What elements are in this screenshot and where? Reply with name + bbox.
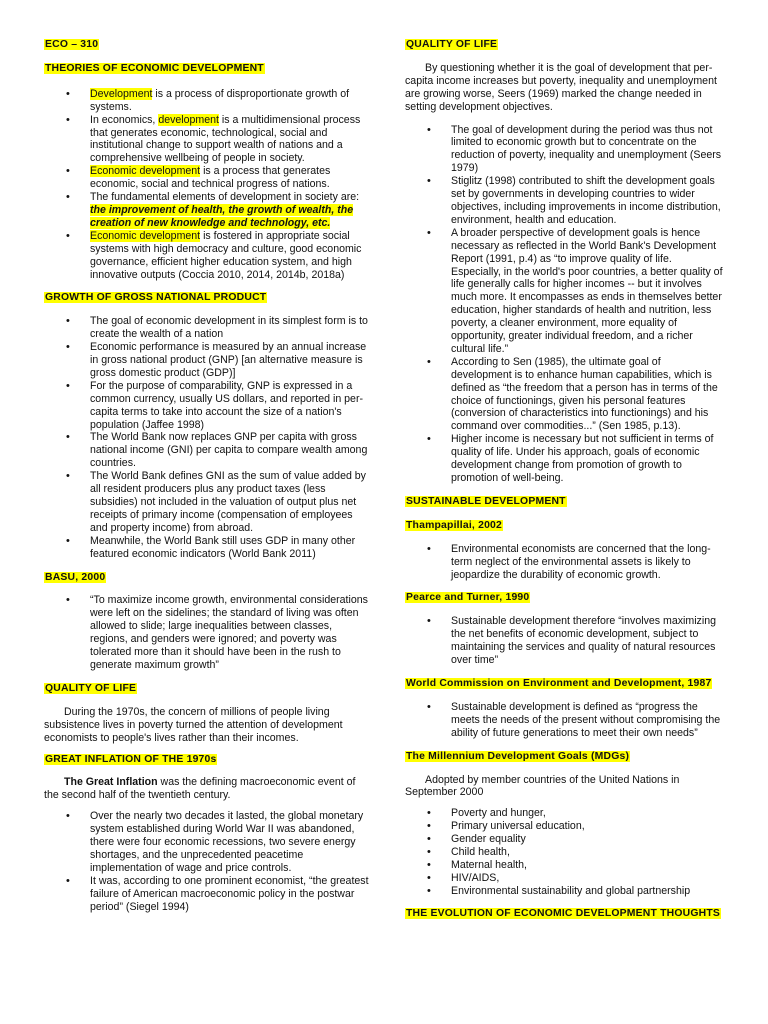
right-column [405,38,723,931]
list-item: • The goal of development during the period was thus not limited to economic growth but to concentrate on the reduction of poverty, inequality and unemployment (Seers 1979) [405,124,723,176]
basu-heading: BASU, 2000 [45,571,106,583]
mdg-heading: The Millennium Development Goals (MDGs) [406,750,630,762]
list-item: • Environmental sustainability and global partnership [405,885,723,898]
basu-list [44,594,370,671]
list-item: • Sustainable development therefore “involves maximizing the net benefits of economic development, subject to maintaining the services and quality of natural resources over time” [405,615,723,667]
list-item: • Stiglitz (1998) contributed to shift the development goals set by governments in developing countries to wider objectives, including improvements in income distribution, environment, health and education. [405,175,723,227]
list-item: • It was, according to one prominent economist, “the greatest failure of American macroeconomic policy in the postwar period” (Siegel 1994) [44,875,370,914]
list-item: • Primary universal education, [405,820,723,833]
list-item: • According to Sen (1985), the ultimate goal of development is to enhance human capabilities, which is defined as “the freedom that a person has in terms of the choice of functionings, given his personal features (conversion of characteristics into functionings) and his command over commodities...” (Sen 1985, p.13). [405,356,723,433]
list-item: • Higher income is necessary but not sufficient in terms of quality of life. Under his approach, goals of economic development change from promotion of growth to promotion of well-being. [405,433,723,485]
evolution-heading: THE EVOLUTION OF ECONOMIC DEVELOPMENT THOUGHTS [406,907,720,919]
qol-list [405,124,723,485]
list-item: • In economics, development is a multidimensional process that generates economic, technological, social and institutional change to support wealth of nations and a comprehensive wellbeing of people in society. [44,114,370,166]
great-inflation-heading: GREAT INFLATION OF THE 1970s [45,753,217,765]
theories-heading: THEORIES OF ECONOMIC DEVELOPMENT [45,62,264,74]
quality-of-life-paragraph-right: By questioning whether it is the goal of development that per-capita income increases but poverty, inequality and unemployment are growing worse, Seers (1969) marked the change needed in setting development objectives. [405,61,717,113]
list-item: • Development is a process of disproportionate growth of systems. [44,88,370,114]
pearce-list [405,615,723,667]
list-item: • A broader perspective of development goals is hence necessary as reflected in the World Bank's Development Report (1991, p.4) as “to improve quality of life. Especially, in the world's poor countries, a better quality of life generally calls for higher incomes -- but it involves much more. It encompasses as ends in themselves better education, higher standards of health and nutrition, less poverty, a cleaner environment, more equality of opportunity, greater individual freedom, and a richer cultural life.” [405,227,723,356]
list-item: • Child health, [405,846,723,859]
quality-of-life-heading: QUALITY OF LIFE [45,682,137,694]
list-item: • HIV/AIDS, [405,872,723,885]
list-item: • Maternal health, [405,859,723,872]
list-item: • Economic development is fostered in appropriate social systems with high democracy and culture, good economic governance, efficient higher education system, and high innovative outputs (Coccia 2010, 2014, 2014b, 2018a) [44,230,370,282]
list-item: • Over the nearly two decades it lasted, the global monetary system established during World War II was abandoned, there were four economic recessions, two severe energy shortages, and the unprecedented peacetime implementation of wage and price controls. [44,810,370,875]
thampapillai-heading: Thampapillai, 2002 [406,519,502,531]
list-item: • Environmental economists are concerned that the long-term neglect of the environmental assets is likely to jeopardize the durability of economic growth. [405,543,723,582]
great-inflation-paragraph: The Great Inflation was the defining macroeconomic event of the second half of the twentieth century. [44,776,356,802]
list-item: • Economic performance is measured by an annual increase in gross national product (GNP) [an alternative measure is gross domestic product (GDP)] [44,341,370,380]
list-item: • “To maximize income growth, environmental considerations were left on the sidelines; the standard of living was often allowed to slide; large inequalities between classes, regions, and genders were ignored; and poverty was tolerated more than it should have been in the rush to generate maximum growth” [44,594,370,671]
list-item: • The fundamental elements of development in society are: the improvement of health, the growth of wealth, the creation of new knowledge and technology, etc. [44,191,370,230]
wced-list [405,701,723,740]
list-item: • Poverty and hunger, [405,807,723,820]
list-item: • Meanwhile, the World Bank still uses GDP in many other featured economic indicators (World Bank 2011) [44,535,370,561]
quality-of-life-heading-right: QUALITY OF LIFE [406,39,498,50]
list-item: • Sustainable development is defined as “progress the meets the needs of the present without compromising the ability of future generations to meet their own needs” [405,701,723,740]
gnp-heading: GROWTH OF GROSS NATIONAL PRODUCT [45,292,267,304]
gnp-list [44,315,370,560]
list-item: • For the purpose of comparability, GNP is expressed in a common currency, usually US dollars, and reported in per-capita terms to take into account the size of a nation's population (Jaffee 1998) [44,380,370,432]
left-column [44,38,370,913]
course-code: ECO – 310 [45,39,99,50]
list-item: • Gender equality [405,833,723,846]
pearce-turner-heading: Pearce and Turner, 1990 [406,592,530,604]
mdg-list [405,807,723,897]
list-item: • The goal of economic development in its simplest form is to create the wealth of a nation [44,315,370,341]
quality-of-life-paragraph: During the 1970s, the concern of millions of people living subsistence lives in poverty turned the attention of development economists to people's lives rather than their incomes. [44,705,343,744]
thampapillai-list [405,543,723,582]
list-item: • The World Bank defines GNI as the sum of value added by all resident producers plus any product taxes (less subsidies) not included in the valuation of output plus net receipts of primary income (compensation of employees and property income) from abroad. [44,470,370,535]
list-item: • Economic development is a process that generates economic, social and technical progress of nations. [44,165,370,191]
list-item: • The World Bank now replaces GNP per capita with gross national income (GNI) per capita to compare wealth among countries. [44,431,370,470]
sustainable-development-heading: SUSTAINABLE DEVELOPMENT [406,495,566,507]
wced-heading: World Commission on Environment and Development, 1987 [406,677,712,689]
theories-list [44,88,370,282]
mdg-paragraph: Adopted by member countries of the United Nations in September 2000 [405,773,680,799]
inflation-list [44,810,370,913]
